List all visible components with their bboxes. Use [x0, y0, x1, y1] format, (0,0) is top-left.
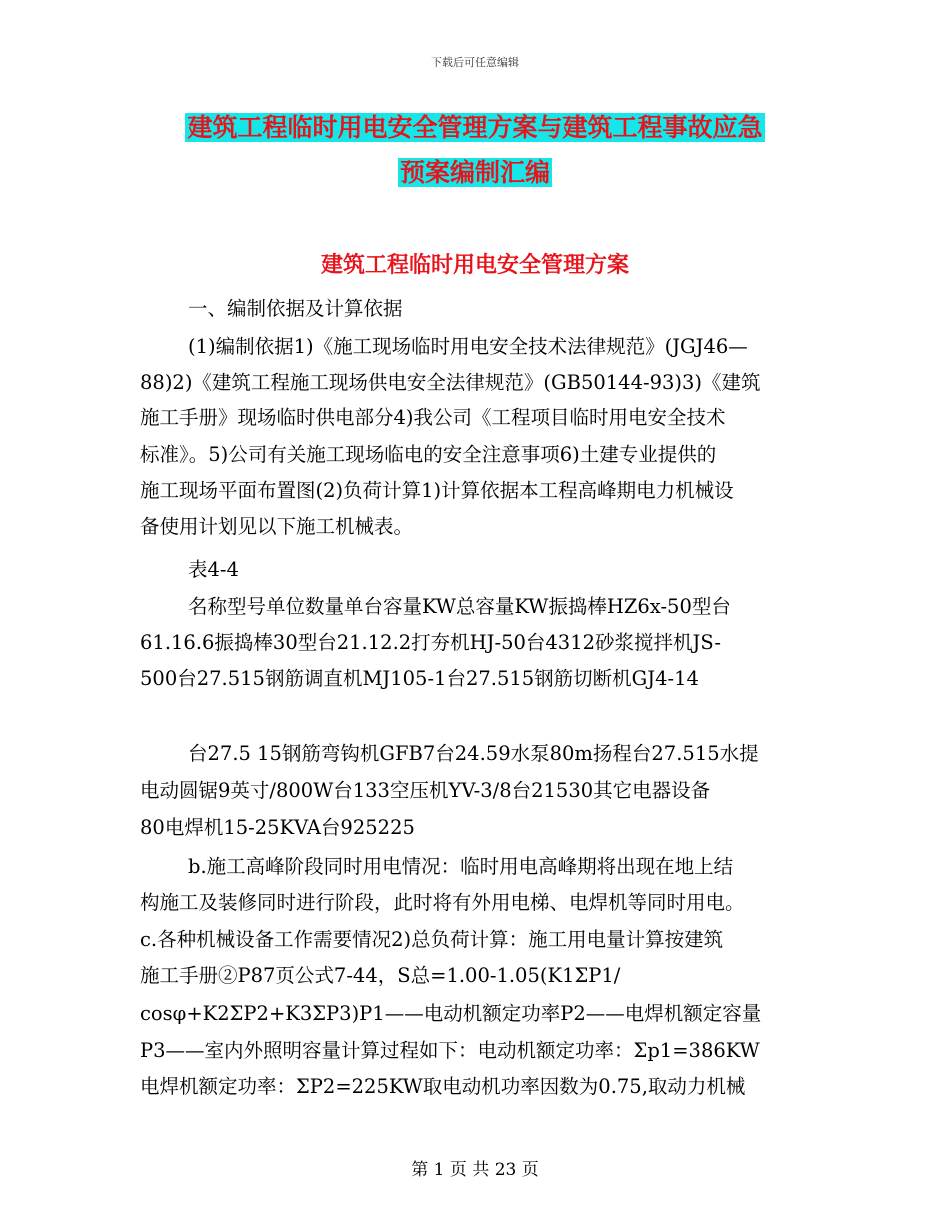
body-line: c.各种机械设备工作需要情况2)总负荷计算：施工用电量计算按建筑: [140, 928, 724, 951]
body-line: 电动圆锯9英寸/800W台133空压机YV-3/8台21530其它电器设备: [140, 779, 711, 802]
header-note: 下载后可任意编辑: [431, 56, 519, 69]
page-footer: 第 1 页 共 23 页: [411, 1160, 539, 1180]
body-line: P3——室内外照明容量计算过程如下：电动机额定功率：Σp1=386KW: [140, 1039, 760, 1062]
body-line: 施工手册》现场临时供电部分4)我公司《工程项目临时用电安全技术: [140, 406, 726, 429]
document-title-text-2: 预案编制汇编: [399, 158, 550, 187]
body-line: 一、编制依据及计算依据: [188, 297, 403, 320]
body-line: (1)编制依据1)《施工现场临时用电安全技术法律规范》(JGJ46—: [188, 335, 748, 358]
body-line: 名称型号单位数量单台容量KW总容量KW振捣棒HZ6x-50型台: [188, 595, 731, 618]
document-title-line-2: [0, 155, 950, 191]
body-line: 61.16.6振捣棒30型台21.12.2打夯机HJ-50台4312砂浆搅拌机JS-: [140, 631, 722, 654]
body-line: 电焊机额定功率：ΣP2=225KW取电动机功率因数为0.75,取动力机械: [140, 1075, 746, 1098]
document-title-line-1: [0, 110, 950, 146]
document-title-text-1: 建筑工程临时用电安全管理方案与建筑工程事故应急: [187, 113, 763, 142]
body-line: 施工现场平面布置图(2)负荷计算1)计算依据本工程高峰期电力机械设: [140, 479, 734, 502]
body-line: 标准》。5)公司有关施工现场临电的安全注意事项6)土建专业提供的: [140, 443, 717, 466]
body-line: 备使用计划见以下施工机械表。: [140, 515, 414, 538]
table-caption: 表4-4: [188, 558, 239, 581]
body-line: b.施工高峰阶段同时用电情况：临时用电高峰期将出现在地上结: [188, 855, 734, 878]
body-line: 88)2)《建筑工程施工现场供电安全法律规范》(GB50144-93)3)《建筑: [140, 371, 761, 394]
body-line: 台27.5 15钢筋弯钩机GFB7台24.59水泵80m扬程台27.515水提: [188, 742, 759, 765]
body-line: 500台27.515钢筋调直机MJ105-1台27.515钢筋切断机GJ4-14: [140, 667, 699, 690]
body-line: 构施工及装修同时进行阶段，此时将有外用电梯、电焊机等同时用电。: [140, 891, 745, 914]
body-line: cosφ+K2ΣP2+K3ΣP3)P1——电动机额定功率P2——电焊机额定容量: [140, 1002, 762, 1025]
body-line: 80电焊机15-25KVA台925225: [140, 816, 415, 839]
body-line: 施工手册②P87页公式7-44，S总=1.00-1.05(K1ΣP1/: [140, 964, 621, 987]
section-title: 建筑工程临时用电安全管理方案: [320, 253, 629, 278]
